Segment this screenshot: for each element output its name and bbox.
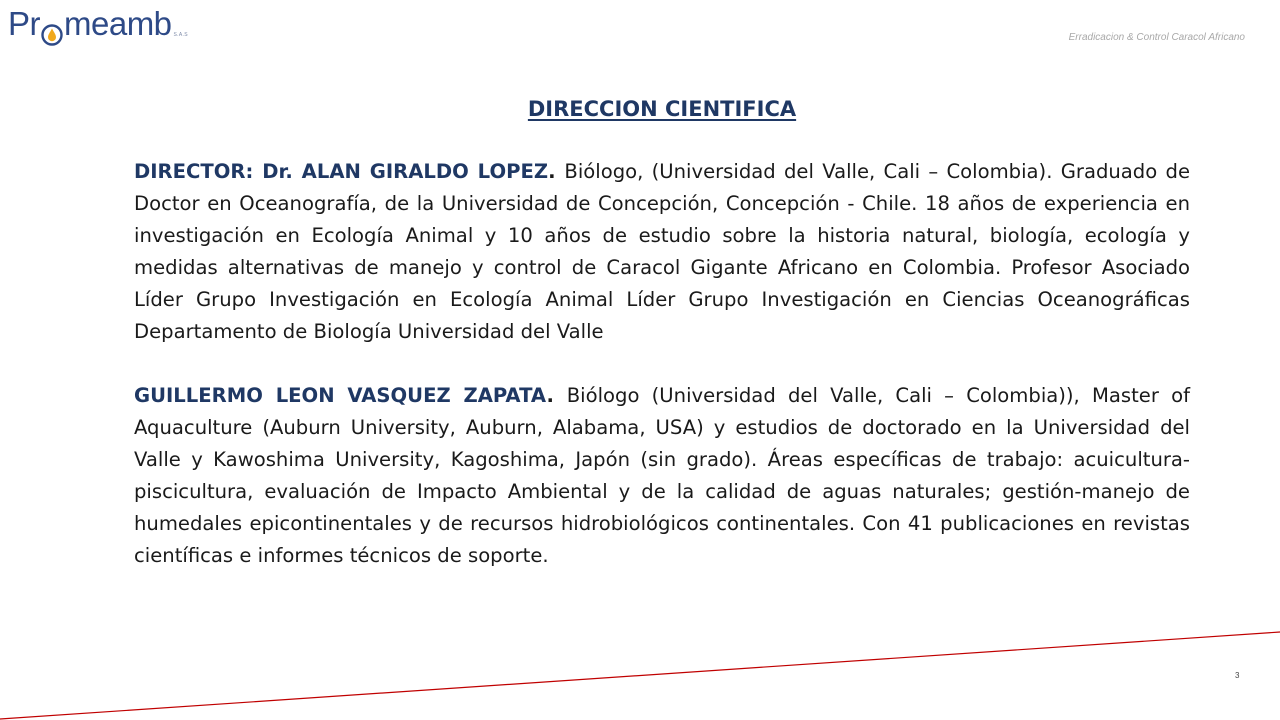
director-paragraph: DIRECTOR: Dr. ALAN GIRALDO LOPEZ. Biólogo, (Universidad del Valle, Cali – Colombia). Graduado de Doctor en Oceanografía, de la Universidad de Concepción, Concepción - Chile. 18 años de experiencia en investigación en Ecología Animal y 10 años de estudio sobre la historia natural, biología, ecología y medidas alternativas de manejo y control de Caracol Gigante Africano en Colombia. Profesor Asociado Líder Grupo Investigación en Ecología Animal Líder Grupo Investigación en Ciencias Oceanográficas Departamento de Biología Universidad del Valle — [134, 160, 1191, 343]
member-paragraph: GUILLERMO LEON VASQUEZ ZAPATA. Biólogo (Universidad del Valle, Cali – Colombia)), Master of Aquaculture (Auburn University, Auburn, Alabama, USA) y estudios de doctorado en la Universidad del Valle y Kawoshima University, Kagoshima, Japón (sin grado). Áreas específicas de trabajo: acuicultura-piscicultura, evaluación de Impacto Ambiental y de la calidad de aguas naturales; gestión-manejo de humedales epicontinentales y de recursos hidrobiológicos continentales. Con 41 publicaciones en revistas científicas e informes técnicos de soporte. — [134, 384, 1191, 567]
logo-sas: S.A.S — [173, 32, 188, 38]
logo-prefix: Pr — [8, 5, 40, 42]
page-title: DIRECCION CIENTIFICA — [527, 97, 797, 121]
header-tagline: Erradicacion & Control Caracol Africano — [1068, 32, 1245, 43]
director-name: DIRECTOR: Dr. ALAN GIRALDO LOPEZ — [134, 160, 549, 183]
page-number: 3 — [1235, 671, 1240, 680]
member-name: GUILLERMO LEON VASQUEZ ZAPATA — [134, 384, 547, 407]
member-bio: Biólogo (Universidad del Valle, Cali – Colombia)), Master of Aquaculture (Auburn University, Auburn, Alabama, USA) y estudios de doctorado en la Universidad del Valle y Kawoshima University, Kagoshima, Japón (sin grado). Áreas específicas de trabajo: acuicultura-piscicultura, evaluación de Impacto Ambiental y de la calidad de aguas naturales; gestión-manejo de humedales epicontinentales y de recursos hidrobiológicos continentales. Con 41 publicaciones en revistas científicas e informes técnicos de soporte. — [134, 384, 1191, 567]
director-bio: Biólogo, (Universidad del Valle, Cali – Colombia). Graduado de Doctor en Oceanografía, de la Universidad de Concepción, Concepción - Chile. 18 años de experiencia en investigación en Ecología Animal y 10 años de estudio sobre la historia natural, biología, ecología y medidas alternativas de manejo y control de Caracol Gigante Africano en Colombia. Profesor Asociado Líder Grupo Investigación en Ecología Animal Líder Grupo Investigación en Ciencias Oceanográficas Departamento de Biología Universidad del Valle — [134, 160, 1191, 343]
logo-suffix: meamb — [64, 5, 172, 42]
